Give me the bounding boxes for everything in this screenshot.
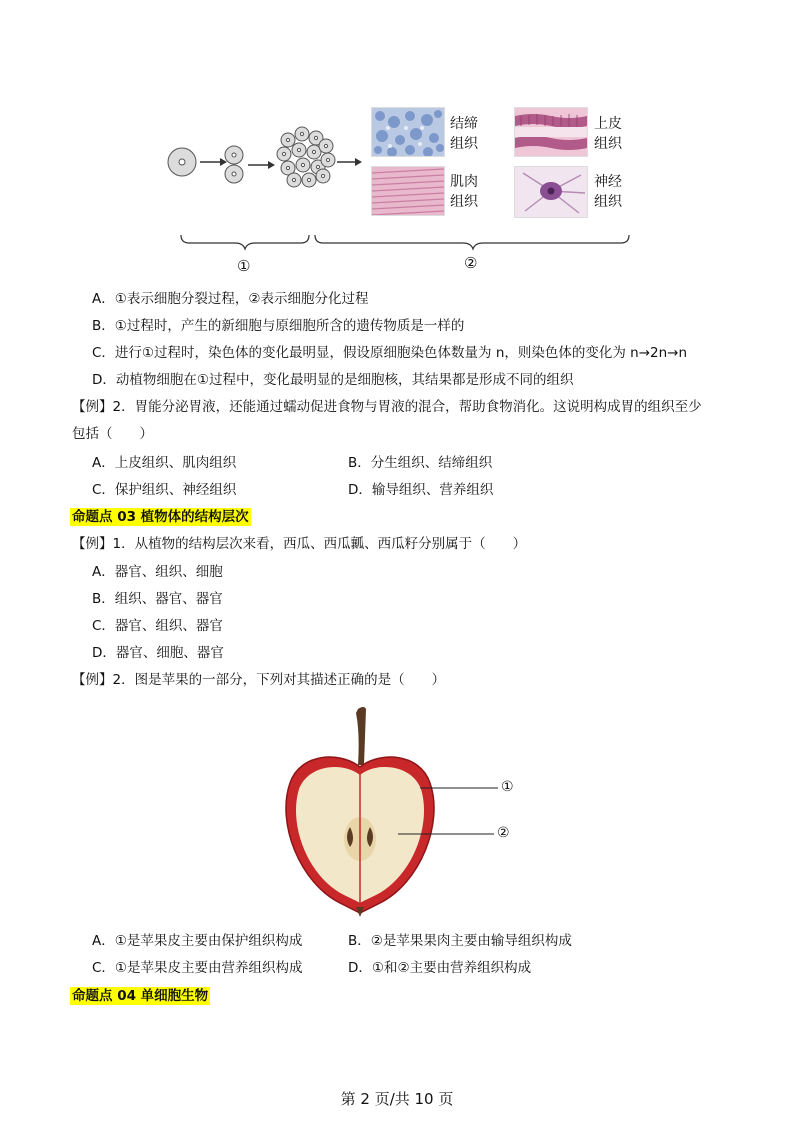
cell-cluster [277,127,335,187]
q4-option-c: C．①是苹果皮主要由营养组织构成 [92,960,303,976]
apple-stem [356,707,366,765]
tissue-label-nerve [594,172,630,212]
apple-label-1: ① [501,779,514,795]
q4-option-a: A．①是苹果皮主要由保护组织构成 [92,933,303,949]
q1-option-c: C．进行①过程时，染色体的变化最明显，假设原细胞染色体数量为 n，则染色体的变化为 n→2n→n [92,345,688,361]
q4-option-b: B．②是苹果果肉主要由输导组织构成 [348,933,572,949]
q1-option-b: B．①过程时，产生的新细胞与原细胞所含的遗传物质是一样的 [92,318,465,334]
section-heading-03: 命题点 03 植物体的结构层次 [72,509,249,525]
braces [175,233,635,257]
tissue-label-muscle [450,172,486,212]
brace-label-1: ① [237,257,251,275]
brace-2 [315,235,629,249]
q3-stem: 【例】1．从植物的结构层次来看，西瓜、西瓜瓤、西瓜籽分别属于（ ） [72,536,527,552]
tissue-label-line1: 神经 [594,174,622,190]
arrow-2 [248,161,275,169]
q4-stem: 【例】2．图是苹果的一部分，下列对其描述正确的是（ ） [72,672,446,688]
tissue-label-line1: 上皮 [594,116,622,132]
section-heading-04: 命题点 04 单细胞生物 [72,988,209,1004]
arrow-3 [337,158,362,166]
q2-stem-line1: 【例】2．胃能分泌胃液，还能通过蠕动促进食物与胃液的混合，帮助食物消化。这说明构成胃的组织至少 [72,399,702,415]
single-cell [168,148,196,176]
q2-option-b: B．分生组织、结缔组织 [348,455,493,471]
tissue-label-epithelial [594,114,630,154]
muscle-tissue-image [371,166,445,216]
apple-label-2: ② [497,825,510,841]
q4-option-d: D．①和②主要由营养组织构成 [348,960,532,976]
epithelial-tissue-image [514,107,588,157]
two-cells [225,146,243,183]
q2-option-a: A．上皮组织、肌肉组织 [92,455,237,471]
cell-process-figure [0,0,794,290]
tissue-label-line2: 组织 [594,136,622,152]
q2-option-c: C．保护组织、神经组织 [92,482,237,498]
q3-option-a: A．器官、组织、细胞 [92,564,223,580]
nerve-tissue-image [514,166,588,218]
page-number-footer: 第 2 页/共 10 页 [340,1090,454,1108]
q3-option-d: D．器官、细胞、器官 [92,645,224,661]
tissue-label-connective [450,114,486,154]
tissue-label-line1: 结缔 [450,116,478,132]
q2-stem-line2: 包括（ ） [72,426,153,442]
tissue-label-line1: 肌肉 [450,174,478,190]
brace-1 [181,235,309,249]
q2-option-d: D．输导组织、营养组织 [348,482,494,498]
apple-cross-section-figure [280,703,540,923]
q3-option-c: C．器官、组织、器官 [92,618,223,634]
q1-option-d: D．动植物细胞在①过程中，变化最明显的是细胞核，其结果都是形成不同的组织 [92,372,574,388]
tissue-label-line2: 组织 [450,136,478,152]
brace-label-2: ② [464,254,478,272]
tissue-label-line2: 组织 [594,194,622,210]
tissue-label-line2: 组织 [450,194,478,210]
arrow-1 [200,158,227,166]
q3-option-b: B．组织、器官、器官 [92,591,223,607]
connective-tissue-image [371,107,445,157]
q1-option-a: A．①表示细胞分裂过程，②表示细胞分化过程 [92,291,369,307]
